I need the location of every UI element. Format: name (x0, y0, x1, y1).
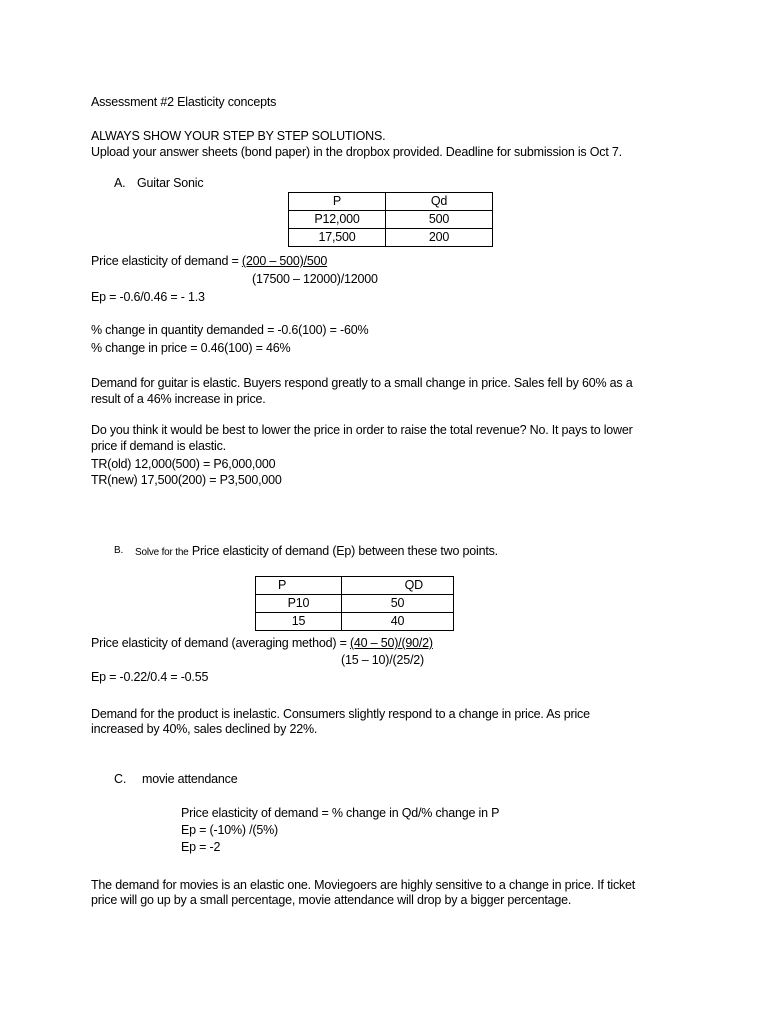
formula-numerator: (200 – 500)/500 (241, 254, 328, 268)
table-cell: 17,500 (289, 229, 386, 247)
table-header-cell: Qd (386, 193, 493, 211)
formula-line (91, 253, 327, 269)
ep-calculation: Ep = (-10%) /(5%) (181, 823, 278, 837)
table-row (256, 595, 454, 613)
table-row (289, 211, 493, 229)
ep-result: Ep = -0.6/0.46 = - 1.3 (91, 290, 205, 304)
section-a-marker: A. (114, 176, 126, 190)
document-title: Assessment #2 Elasticity concepts (91, 95, 277, 109)
section-c-title: movie attendance (142, 772, 238, 786)
table-header-cell: P (289, 193, 386, 211)
pct-change-quantity: % change in quantity demanded = -0.6(100) = -60% (91, 323, 369, 337)
conclusion-text: price will go up by a small percentage, movie attendance will drop by a bigger percentage. (91, 893, 572, 907)
conclusion-text: The demand for movies is an elastic one. Moviegoers are highly sensitive to a change in price. If ticket (91, 878, 636, 892)
table-cell: P10 (256, 595, 342, 613)
ep-result: Ep = -2 (181, 840, 221, 854)
table-header-cell: QD (342, 577, 454, 595)
conclusion-text: result of a 46% increase in price. (91, 392, 266, 406)
instruction-text: ALWAYS SHOW YOUR STEP BY STEP SOLUTIONS. (91, 129, 386, 143)
table-header-cell: P (256, 577, 342, 595)
prompt-small: Solve for the (135, 547, 189, 558)
section-b-prompt (135, 543, 498, 561)
table-row (289, 229, 493, 247)
table-cell: P12,000 (289, 211, 386, 229)
conclusion-text: Demand for the product is inelastic. Consumers slightly respond to a change in price. As price (91, 707, 590, 721)
table-cell: 40 (342, 613, 454, 631)
conclusion-text: increased by 40%, sales declined by 22%. (91, 722, 318, 736)
section-a-table (288, 192, 493, 247)
pct-change-price: % change in price = 0.46(100) = 46% (91, 341, 291, 355)
table-row (256, 613, 454, 631)
section-c-marker: C. (114, 772, 127, 786)
formula-denominator: (17500 – 12000)/12000 (252, 272, 378, 286)
prompt-main: Price elasticity of demand (Ep) between these two points. (191, 544, 498, 558)
tr-new: TR(new) 17,500(200) = P3,500,000 (91, 473, 282, 487)
table-cell: 500 (386, 211, 493, 229)
formula-denominator: (15 – 10)/(25/2) (341, 653, 424, 667)
formula-prefix: Price elasticity of demand = (91, 254, 242, 268)
section-b-marker: B. (114, 545, 124, 556)
formula-prefix: Price elasticity of demand (averaging method) = (91, 636, 350, 650)
question-text: price if demand is elastic. (91, 439, 226, 453)
formula-line (91, 635, 433, 651)
table-header-row (289, 193, 493, 211)
section-a-title: Guitar Sonic (137, 176, 204, 190)
table-cell: 200 (386, 229, 493, 247)
formula-numerator: (40 – 50)/(90/2) (349, 636, 433, 650)
table-header-row (256, 577, 454, 595)
section-b-table (255, 576, 454, 631)
conclusion-text: Demand for guitar is elastic. Buyers respond greatly to a small change in price. Sales fell by 60% as a (91, 376, 633, 390)
ep-result: Ep = -0.22/0.4 = -0.55 (91, 670, 209, 684)
table-cell: 50 (342, 595, 454, 613)
formula-line: Price elasticity of demand = % change in Qd/% change in P (181, 806, 500, 820)
question-text: Do you think it would be best to lower the price in order to raise the total revenue? No. It pays to lower (91, 423, 633, 437)
tr-old: TR(old) 12,000(500) = P6,000,000 (91, 457, 276, 471)
table-cell: 15 (256, 613, 342, 631)
instruction-text: Upload your answer sheets (bond paper) in the dropbox provided. Deadline for submission is Oct 7. (91, 145, 622, 159)
